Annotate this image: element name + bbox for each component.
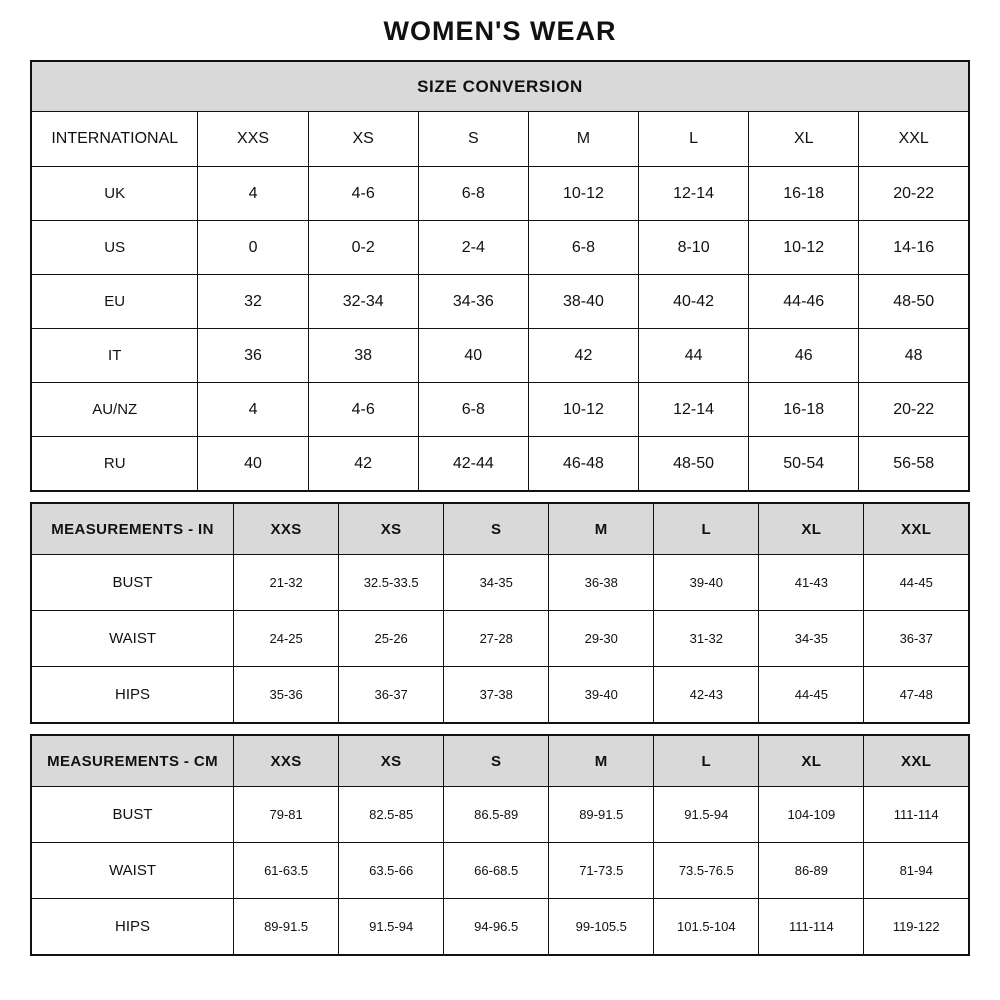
table-cell: 32-34 [308,275,418,329]
table-cell: 6-8 [528,221,638,275]
table-cell: 32.5-33.5 [339,555,444,611]
measurements-cm-table [30,734,970,956]
table-cell: 89-91.5 [234,899,339,956]
table-cell: 27-28 [444,611,549,667]
row-label: BUST [31,787,234,843]
table-cell: 111-114 [864,787,969,843]
table-row [31,899,969,956]
page-title: WOMEN'S WEAR [383,16,617,46]
table-cell: 50-54 [749,437,859,492]
table-cell: 29-30 [549,611,654,667]
row-label: WAIST [31,843,234,899]
table-row [31,667,969,724]
table-cell: 25-26 [339,611,444,667]
table-cell: 16-18 [749,383,859,437]
table-cell: 32 [198,275,308,329]
table-cell: 6-8 [418,167,528,221]
table-cell: 8-10 [639,221,749,275]
table-cell: 91.5-94 [339,899,444,956]
table-cell: 14-16 [859,221,969,275]
table-cell: 71-73.5 [549,843,654,899]
table-cell: 20-22 [859,167,969,221]
column-header: XXL [864,503,969,555]
column-header: XL [759,503,864,555]
column-header: XL [749,112,859,167]
table-cell: 34-36 [418,275,528,329]
column-header: M [549,503,654,555]
column-header: L [639,112,749,167]
row-label: IT [31,329,198,383]
table-cell: 111-114 [759,899,864,956]
table-cell: 91.5-94 [654,787,759,843]
table-label-header: INTERNATIONAL [31,112,198,167]
column-header: XS [339,503,444,555]
table-cell: 40-42 [639,275,749,329]
table-cell: 2-4 [418,221,528,275]
table-cell: 47-48 [864,667,969,724]
table-row [31,787,969,843]
column-header: XL [759,735,864,787]
table-cell: 40 [198,437,308,492]
table-row [31,843,969,899]
table-cell: 35-36 [234,667,339,724]
table-cell: 44-46 [749,275,859,329]
column-header: XXS [234,735,339,787]
table-cell: 38-40 [528,275,638,329]
table-row [31,221,969,275]
column-header: XXL [859,112,969,167]
column-header: XXL [864,735,969,787]
table-cell: 61-63.5 [234,843,339,899]
table-cell: 21-32 [234,555,339,611]
table-cell: 46 [749,329,859,383]
table-row [31,167,969,221]
column-header: XS [308,112,418,167]
column-header: S [444,735,549,787]
column-header: XXS [234,503,339,555]
table-cell: 37-38 [444,667,549,724]
measurements-in-table [30,502,970,724]
table-cell: 4-6 [308,167,418,221]
table-cell: 40 [418,329,528,383]
table-cell: 42 [308,437,418,492]
column-header: L [654,503,759,555]
row-label: UK [31,167,198,221]
row-label: EU [31,275,198,329]
table-cell: 86-89 [759,843,864,899]
row-label: AU/NZ [31,383,198,437]
table-title-banner: SIZE CONVERSION [31,61,969,112]
table-cell: 119-122 [864,899,969,956]
column-header: XS [339,735,444,787]
table-cell: 63.5-66 [339,843,444,899]
table-cell: 16-18 [749,167,859,221]
table-cell: 12-14 [639,167,749,221]
table-row [31,383,969,437]
row-label: HIPS [31,899,234,956]
table-cell: 36-37 [339,667,444,724]
table-cell: 6-8 [418,383,528,437]
table-cell: 73.5-76.5 [654,843,759,899]
table-cell: 12-14 [639,383,749,437]
table-cell: 42-44 [418,437,528,492]
column-header: S [418,112,528,167]
table-cell: 34-35 [444,555,549,611]
table-cell: 39-40 [654,555,759,611]
table-cell: 44 [639,329,749,383]
table-cell: 39-40 [549,667,654,724]
table-row [31,555,969,611]
table-cell: 20-22 [859,383,969,437]
table-gap [30,724,970,734]
table-cell: 36-38 [549,555,654,611]
table-cell: 4 [198,167,308,221]
row-label: WAIST [31,611,234,667]
table-cell: 99-105.5 [549,899,654,956]
table-cell: 94-96.5 [444,899,549,956]
table-cell: 42-43 [654,667,759,724]
table-row [31,437,969,492]
table-cell: 44-45 [759,667,864,724]
row-label: BUST [31,555,234,611]
table-cell: 79-81 [234,787,339,843]
table-cell: 41-43 [759,555,864,611]
table-cell: 44-45 [864,555,969,611]
table-cell: 31-32 [654,611,759,667]
table-cell: 48-50 [639,437,749,492]
table-cell: 42 [528,329,638,383]
table-cell: 101.5-104 [654,899,759,956]
column-header: L [654,735,759,787]
table-cell: 0-2 [308,221,418,275]
table-cell: 89-91.5 [549,787,654,843]
table-cell: 24-25 [234,611,339,667]
table-cell: 66-68.5 [444,843,549,899]
table-cell: 10-12 [749,221,859,275]
table-cell: 81-94 [864,843,969,899]
table-cell: 4-6 [308,383,418,437]
table-cell: 56-58 [859,437,969,492]
row-label: US [31,221,198,275]
table-row [31,275,969,329]
column-header: M [528,112,638,167]
size-conversion-table [30,60,970,492]
table-cell: 38 [308,329,418,383]
table-cell: 4 [198,383,308,437]
table-cell: 46-48 [528,437,638,492]
row-label: RU [31,437,198,492]
table-cell: 10-12 [528,167,638,221]
table-gap [30,492,970,502]
column-header: M [549,735,654,787]
table-label-header: MEASUREMENTS - IN [31,503,234,555]
table-row [31,329,969,383]
table-cell: 36 [198,329,308,383]
table-cell: 0 [198,221,308,275]
table-row [31,611,969,667]
column-header: S [444,503,549,555]
table-cell: 82.5-85 [339,787,444,843]
table-cell: 48 [859,329,969,383]
column-header: XXS [198,112,308,167]
table-cell: 10-12 [528,383,638,437]
table-cell: 48-50 [859,275,969,329]
table-cell: 36-37 [864,611,969,667]
table-cell: 104-109 [759,787,864,843]
table-label-header: MEASUREMENTS - CM [31,735,234,787]
table-cell: 34-35 [759,611,864,667]
row-label: HIPS [31,667,234,724]
table-cell: 86.5-89 [444,787,549,843]
